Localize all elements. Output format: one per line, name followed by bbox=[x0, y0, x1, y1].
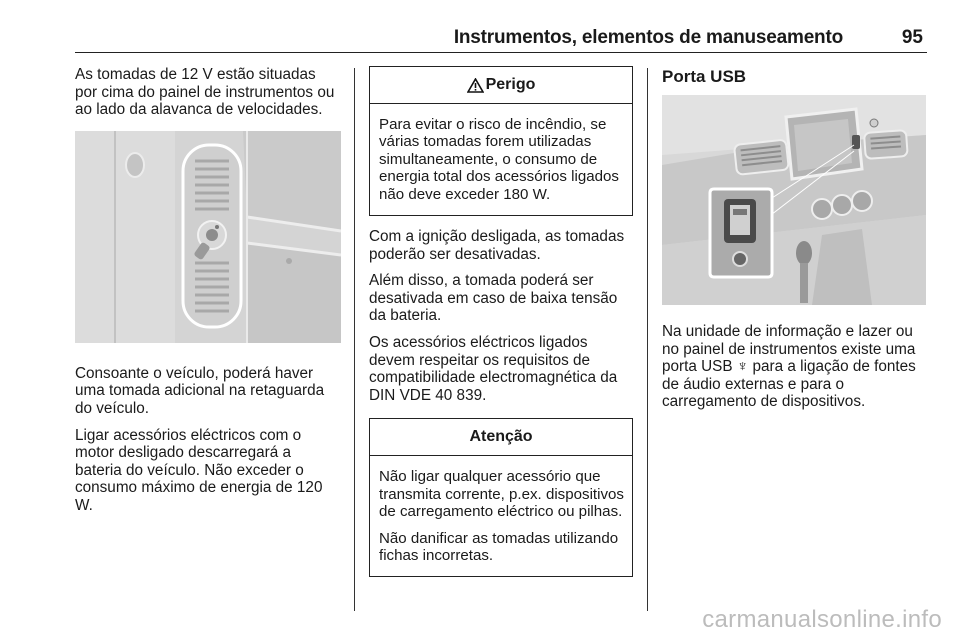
danger-box-title: Perigo bbox=[485, 76, 536, 93]
paragraph: Consoante o veículo, poderá haver uma tomada adicional na retaguarda do veículo. bbox=[75, 364, 325, 417]
column-middle bbox=[369, 66, 633, 589]
attention-box-title: Atenção bbox=[469, 428, 533, 446]
attention-box-text: Não danificar as tomadas utilizando fichas incorretas. bbox=[379, 529, 619, 564]
paragraph: As tomadas de 12 V estão situadas por cima do painel de instrumentos ou ao lado da alavanca de velocidades. bbox=[75, 66, 335, 119]
socket-illustration bbox=[75, 131, 341, 343]
attention-box-header bbox=[370, 419, 632, 456]
page-number: 95 bbox=[901, 27, 923, 48]
usb-illustration bbox=[662, 95, 926, 305]
attention-box bbox=[369, 418, 633, 577]
usb-port-image bbox=[662, 95, 926, 305]
watermark-text: carmanualsonline.info bbox=[702, 606, 942, 633]
attention-box-text: Não ligar qualquer acessório que transmita corrente, p.ex. dispositivos de carregamento eléctrico ou pilhas. bbox=[379, 468, 624, 521]
danger-box-text: Para evitar o risco de incêndio, se várias tomadas forem utilizadas simultaneamente, o consumo de energia total dos acessórios ligados não deve exceder 180 W. bbox=[379, 116, 619, 203]
page-header bbox=[75, 24, 927, 53]
column-divider bbox=[354, 68, 355, 611]
paragraph: Os acessórios eléctricos ligados devem respeitar os requisitos de compatibilidade electromagnética da DIN VDE 40 839. bbox=[369, 334, 618, 404]
page-title: Instrumentos, elementos de manuseamento bbox=[453, 27, 843, 48]
column-left bbox=[75, 66, 341, 524]
column-right bbox=[662, 66, 928, 420]
paragraph: Além disso, a tomada poderá ser desativada em caso de baixa tensão da bateria. bbox=[369, 272, 618, 325]
rear-socket-image bbox=[75, 131, 341, 343]
warning-triangle-icon bbox=[467, 78, 484, 93]
danger-box-header bbox=[370, 67, 632, 104]
paragraph: Ligar acessórios eléctricos com o motor desligado descarregará a bateria do veículo. Não exceder o consumo máximo de energia de 120 W. bbox=[75, 426, 323, 514]
section-heading: Porta USB bbox=[662, 67, 747, 86]
column-divider bbox=[647, 68, 648, 611]
danger-box bbox=[369, 66, 633, 216]
paragraph: Com a ignição desligada, as tomadas poderão ser desativadas. bbox=[369, 228, 625, 263]
paragraph: Na unidade de informação e lazer ou no painel de instrumentos existe uma porta USB ♆ para a ligação de fontes de áudio externas e para o carregamento de dispositivos. bbox=[662, 323, 916, 411]
